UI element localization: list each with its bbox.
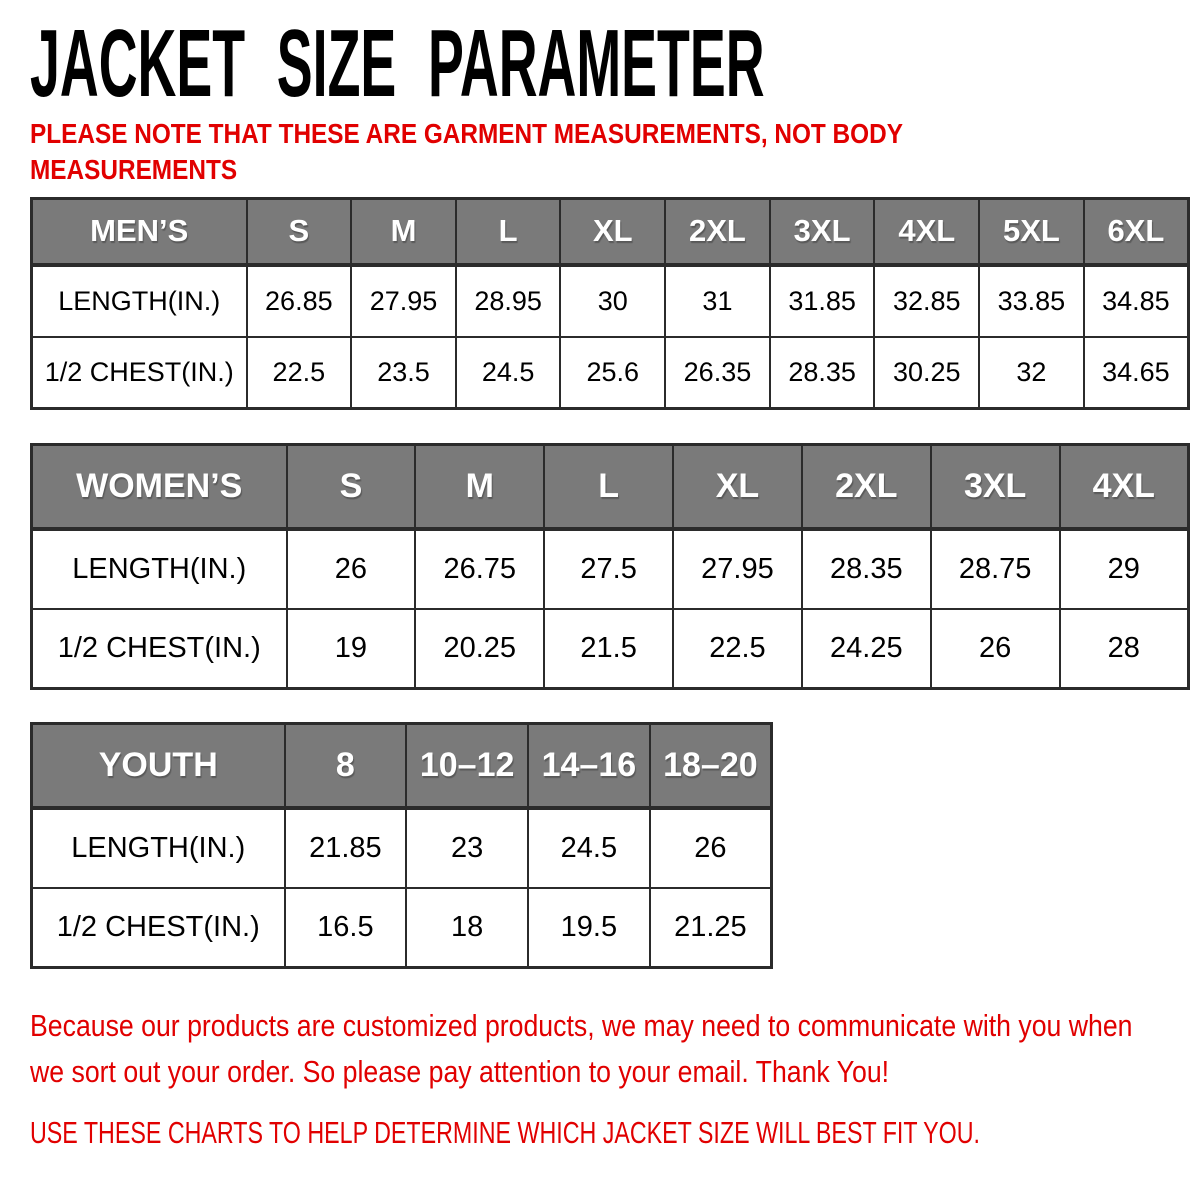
- chart-usage-tip: USE THESE CHARTS TO HELP DETERMINE WHICH JACKET SIZE WILL BEST FIT YOU.: [30, 1115, 981, 1150]
- womens-chest-row: [32, 609, 1189, 689]
- youth-chest-row: [32, 888, 772, 968]
- womens-length-row: [32, 529, 1189, 609]
- value-cell: 29: [1060, 529, 1189, 609]
- value-cell: 30.25: [874, 337, 979, 409]
- value-cell: 27.95: [673, 529, 802, 609]
- youth-table-title-cell: YOUTH: [32, 724, 285, 808]
- value-cell: 33.85: [979, 265, 1084, 337]
- value-cell: 24.25: [802, 609, 931, 689]
- size-header-cell: 18–20: [650, 724, 772, 808]
- youth-header-row: [32, 724, 772, 808]
- value-cell: 27.5: [544, 529, 673, 609]
- value-cell: 31: [665, 265, 770, 337]
- size-header-cell: 6XL: [1084, 199, 1189, 265]
- value-cell: 24.5: [456, 337, 561, 409]
- row-label-cell: 1/2 CHEST(IN.): [32, 337, 247, 409]
- mens-chest-row: [32, 337, 1189, 409]
- row-label-cell: LENGTH(IN.): [32, 265, 247, 337]
- value-cell: 31.85: [770, 265, 875, 337]
- row-label-cell: 1/2 CHEST(IN.): [32, 888, 285, 968]
- value-cell: 19.5: [528, 888, 650, 968]
- mens-table-title-cell: MEN’S: [32, 199, 247, 265]
- value-cell: 26: [287, 529, 416, 609]
- value-cell: 20.25: [415, 609, 544, 689]
- row-label-cell: LENGTH(IN.): [32, 808, 285, 888]
- size-header-cell: 4XL: [874, 199, 979, 265]
- size-table-mens: [30, 197, 1190, 410]
- value-cell: 28: [1060, 609, 1189, 689]
- value-cell: 21.5: [544, 609, 673, 689]
- size-header-cell: L: [456, 199, 561, 265]
- value-cell: 21.25: [650, 888, 772, 968]
- value-cell: 28.75: [931, 529, 1060, 609]
- size-header-cell: S: [247, 199, 352, 265]
- garment-measurement-note: PLEASE NOTE THAT THESE ARE GARMENT MEASUREMENTS, NOT BODY MEASUREMENTS: [30, 118, 903, 185]
- value-cell: 22.5: [673, 609, 802, 689]
- womens-table-title-cell: WOMEN’S: [32, 445, 287, 529]
- value-cell: 32.85: [874, 265, 979, 337]
- page-title: JACKET SIZE PARAMETER: [30, 10, 765, 117]
- value-cell: 23: [406, 808, 528, 888]
- size-header-cell: S: [287, 445, 416, 529]
- row-label-cell: 1/2 CHEST(IN.): [32, 609, 287, 689]
- value-cell: 26: [931, 609, 1060, 689]
- size-header-cell: XL: [673, 445, 802, 529]
- size-header-cell: 14–16: [528, 724, 650, 808]
- mens-length-row: [32, 265, 1189, 337]
- size-header-cell: 5XL: [979, 199, 1084, 265]
- customization-notice: Because our products are customized products, we may need to communicate with you when we sort out your order. So please pay attention to your email. Thank You!: [30, 1008, 1133, 1089]
- value-cell: 28.35: [770, 337, 875, 409]
- value-cell: 25.6: [560, 337, 665, 409]
- size-header-cell: 3XL: [931, 445, 1060, 529]
- value-cell: 28.35: [802, 529, 931, 609]
- size-header-cell: 3XL: [770, 199, 875, 265]
- size-table-womens: [30, 443, 1190, 690]
- value-cell: 18: [406, 888, 528, 968]
- size-header-cell: 2XL: [802, 445, 931, 529]
- value-cell: 26.75: [415, 529, 544, 609]
- row-label-cell: LENGTH(IN.): [32, 529, 287, 609]
- value-cell: 32: [979, 337, 1084, 409]
- value-cell: 26: [650, 808, 772, 888]
- value-cell: 23.5: [351, 337, 456, 409]
- value-cell: 27.95: [351, 265, 456, 337]
- value-cell: 28.95: [456, 265, 561, 337]
- value-cell: 19: [287, 609, 416, 689]
- womens-header-row: [32, 445, 1189, 529]
- youth-length-row: [32, 808, 772, 888]
- size-header-cell: 10–12: [406, 724, 528, 808]
- value-cell: 24.5: [528, 808, 650, 888]
- value-cell: 34.85: [1084, 265, 1189, 337]
- size-table-youth: [30, 722, 773, 969]
- size-header-cell: M: [415, 445, 544, 529]
- value-cell: 34.65: [1084, 337, 1189, 409]
- size-header-cell: 4XL: [1060, 445, 1189, 529]
- size-header-cell: 8: [285, 724, 407, 808]
- value-cell: 26.85: [247, 265, 352, 337]
- value-cell: 30: [560, 265, 665, 337]
- value-cell: 21.85: [285, 808, 407, 888]
- value-cell: 16.5: [285, 888, 407, 968]
- size-header-cell: XL: [560, 199, 665, 265]
- size-header-cell: M: [351, 199, 456, 265]
- mens-header-row: [32, 199, 1189, 265]
- size-header-cell: 2XL: [665, 199, 770, 265]
- size-header-cell: L: [544, 445, 673, 529]
- value-cell: 22.5: [247, 337, 352, 409]
- value-cell: 26.35: [665, 337, 770, 409]
